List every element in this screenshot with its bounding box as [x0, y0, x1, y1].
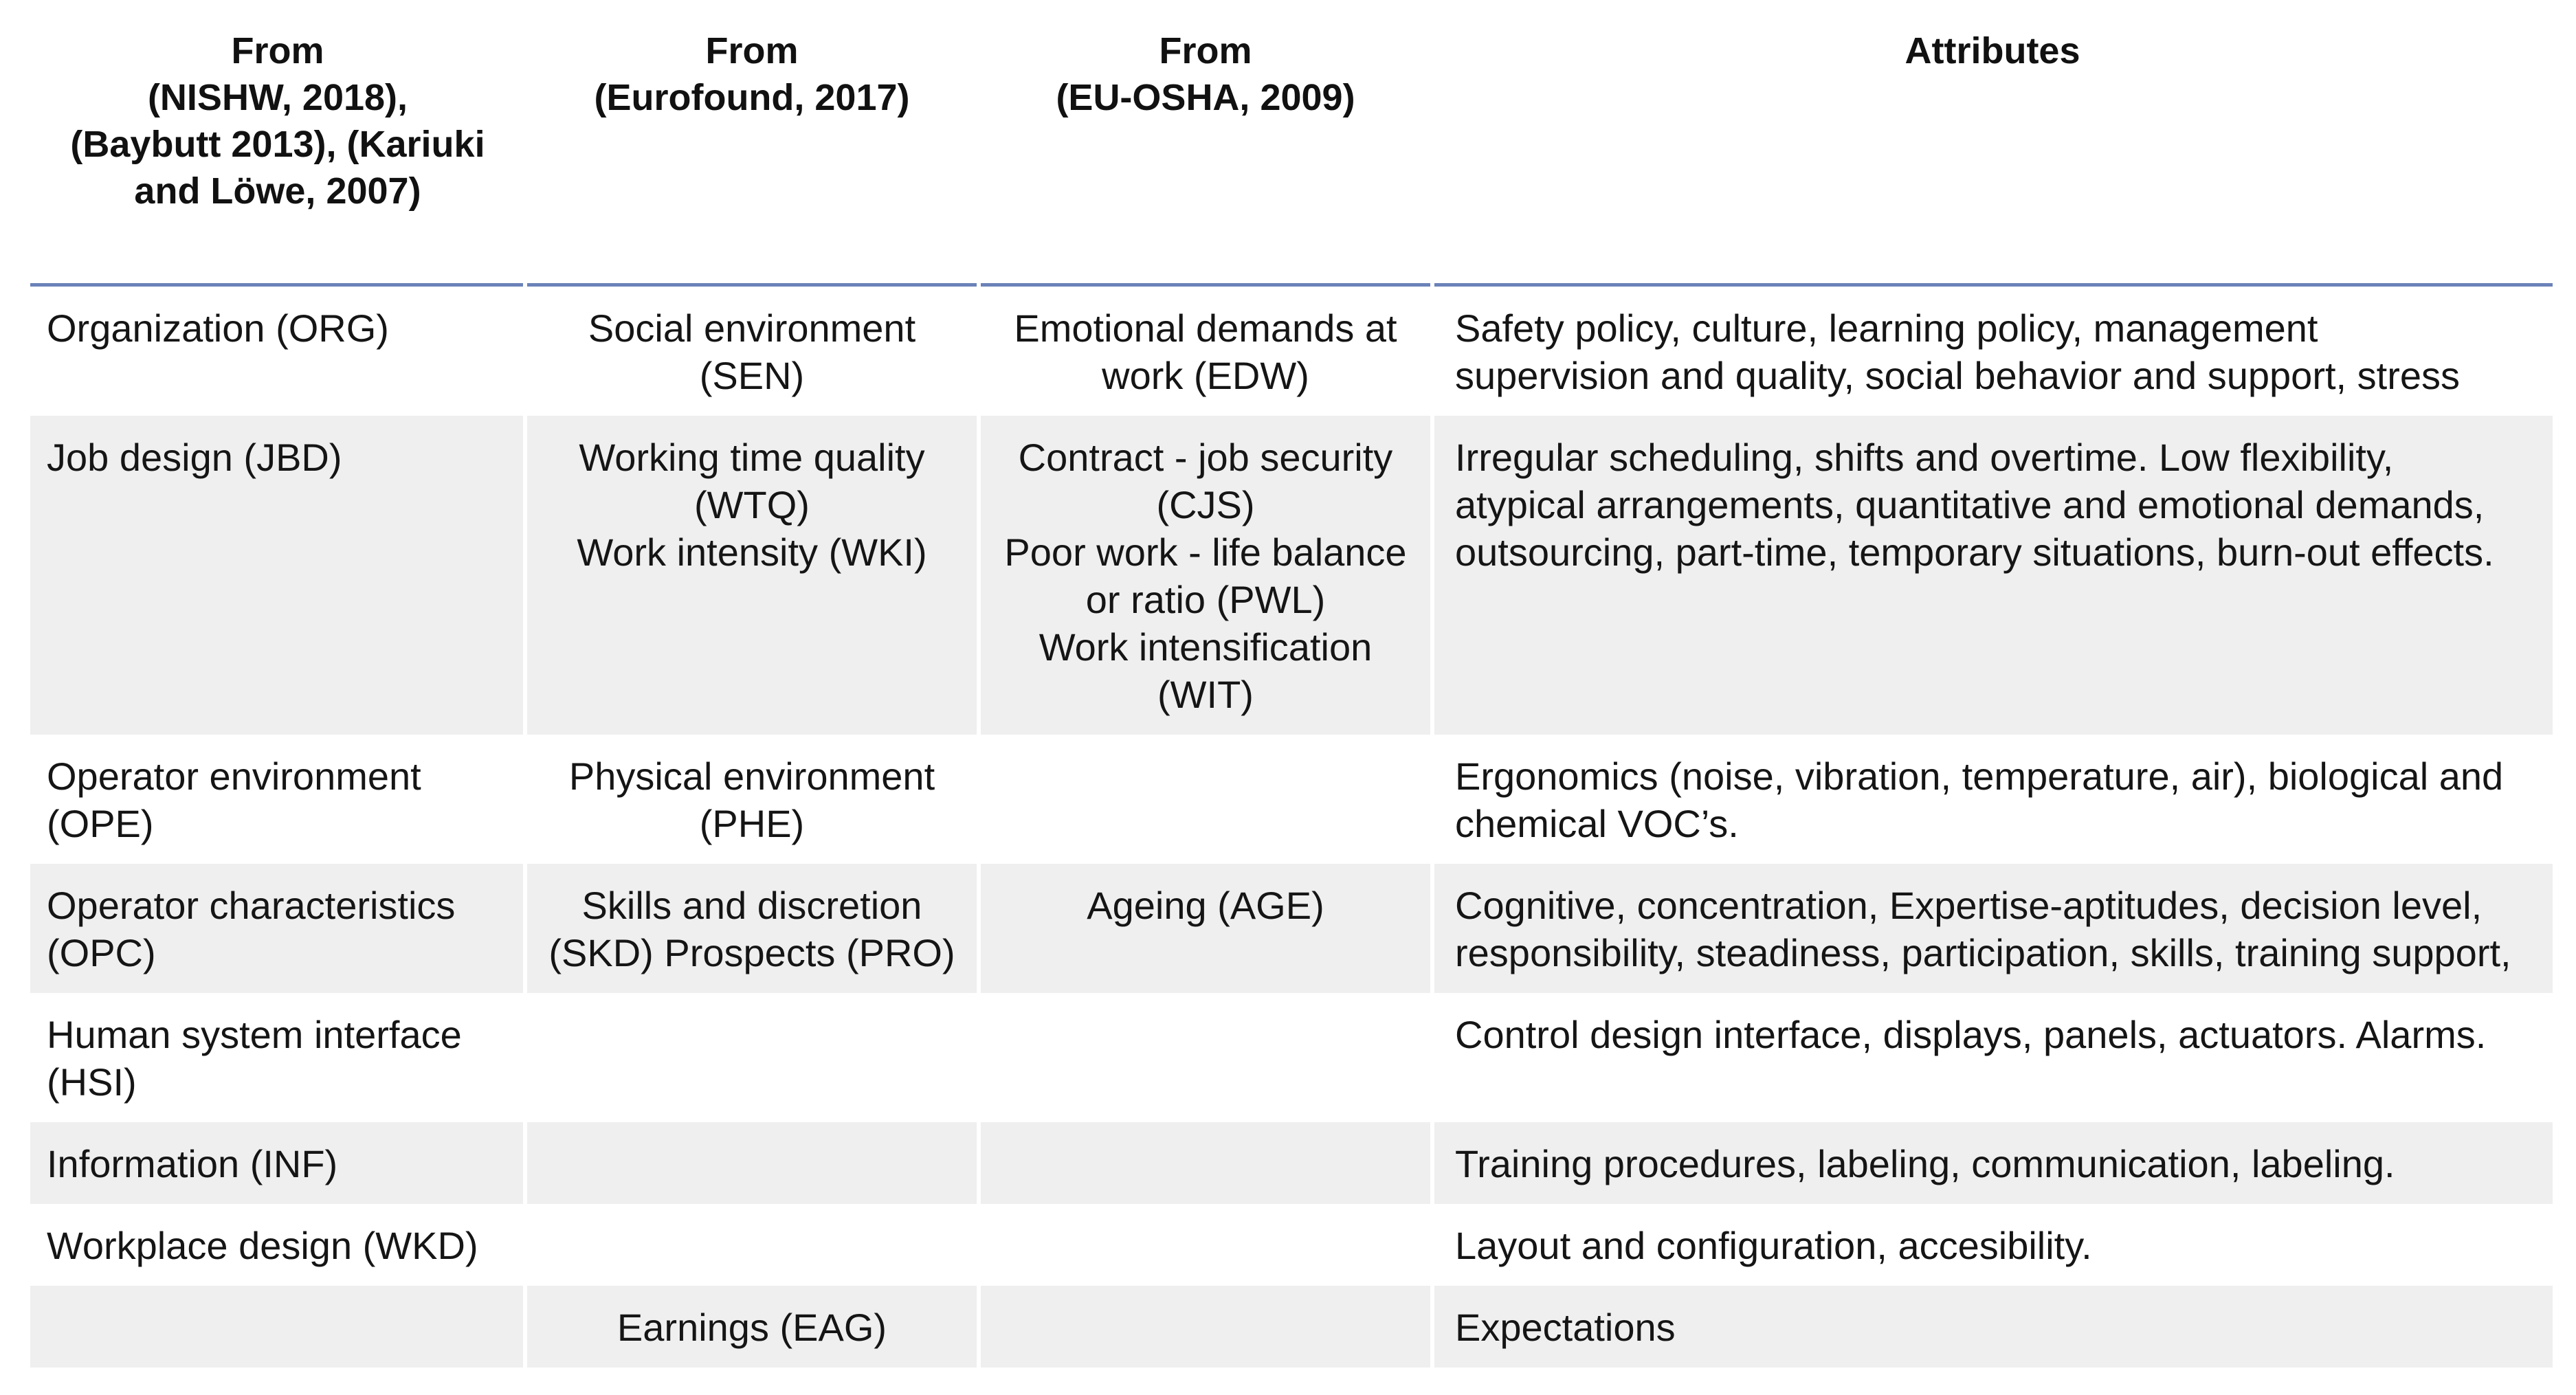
- cell-text-line: (SKD) Prospects (PRO): [548, 931, 955, 974]
- cell-text-line: Work intensification: [1039, 625, 1373, 669]
- eu-osha-cell: [979, 1286, 1432, 1368]
- header-nishw: From (NISHW, 2018), (Baybutt 2013), (Kariuki and Löwe, 2007): [30, 27, 525, 285]
- table-header-row: [30, 27, 2553, 285]
- cell-text-line: Emotional demands at: [1014, 306, 1397, 350]
- table-row: [30, 1122, 2553, 1204]
- nishw-cell: [30, 416, 525, 735]
- attributes-cell: [1432, 993, 2553, 1122]
- table-body: [30, 285, 2553, 1368]
- nishw-cell: [30, 864, 525, 993]
- cell-text-line: chemical VOC’s.: [1455, 802, 1739, 845]
- table-row: [30, 1286, 2553, 1368]
- cell-text-line: Contract - job security: [1018, 436, 1393, 479]
- nishw-cell: [30, 1122, 525, 1204]
- cell-text-line: outsourcing, part-time, temporary situations, burn-out effects.: [1455, 531, 2494, 574]
- eu-osha-cell: [979, 735, 1432, 864]
- cell-text-line: Expectations: [1455, 1306, 1676, 1349]
- eu-osha-cell: [979, 416, 1432, 735]
- cell-text-line: Ageing (AGE): [1087, 884, 1324, 927]
- eu-osha-cell: [979, 864, 1432, 993]
- cell-text-line: Control design interface, displays, panels, actuators. Alarms.: [1455, 1013, 2487, 1056]
- cell-text-line: Layout and configuration, accesibility.: [1455, 1224, 2092, 1267]
- eurofound-cell: [525, 735, 979, 864]
- cell-text-line: Safety policy, culture, learning policy, management: [1455, 306, 2318, 350]
- cell-text-line: Organization (ORG): [47, 306, 389, 350]
- eurofound-cell: [525, 1286, 979, 1368]
- cell-text-line: (SEN): [699, 354, 805, 397]
- cell-text-line: Training procedures, labeling, communication, labeling.: [1455, 1142, 2395, 1185]
- cell-text-line: Workplace design (WKD): [47, 1224, 478, 1267]
- eu-osha-cell: [979, 285, 1432, 416]
- cell-text-line: Skills and discretion: [581, 884, 922, 927]
- cell-text-line: Operator environment: [47, 755, 421, 798]
- cell-text-line: (OPE): [47, 802, 154, 845]
- eurofound-cell: [525, 993, 979, 1122]
- cell-text-line: (HSI): [47, 1060, 137, 1104]
- cell-text-line: Earnings (EAG): [617, 1306, 887, 1349]
- table-row: [30, 735, 2553, 864]
- cell-text-line: Working time quality: [579, 436, 925, 479]
- table-row: [30, 416, 2553, 735]
- cell-text-line: atypical arrangements, quantitative and emotional demands,: [1455, 483, 2485, 526]
- eurofound-cell: [525, 1204, 979, 1286]
- eu-osha-cell: [979, 993, 1432, 1122]
- cell-text-line: (WIT): [1157, 673, 1254, 716]
- header-eurofound: From (Eurofound, 2017): [525, 27, 979, 285]
- attributes-cell: [1432, 735, 2553, 864]
- cell-text-line: Irregular scheduling, shifts and overtime. Low flexibility,: [1455, 436, 2394, 479]
- eu-osha-cell: [979, 1122, 1432, 1204]
- cell-text-line: Operator characteristics: [47, 884, 456, 927]
- header-attributes: Attributes: [1432, 27, 2553, 285]
- attributes-cell: [1432, 416, 2553, 735]
- attributes-cell: [1432, 1122, 2553, 1204]
- eurofound-cell: [525, 1122, 979, 1204]
- table-row: [30, 864, 2553, 993]
- cell-text-line: Cognitive, concentration, Expertise-aptitudes, decision level,: [1455, 884, 2483, 927]
- cell-text-line: Human system interface: [47, 1013, 462, 1056]
- header-eu-osha: From (EU-OSHA, 2009): [979, 27, 1432, 285]
- nishw-cell: [30, 993, 525, 1122]
- cell-text-line: supervision and quality, social behavior and support, stress: [1455, 354, 2460, 397]
- table-row: [30, 1204, 2553, 1286]
- attributes-cell: [1432, 285, 2553, 416]
- nishw-cell: [30, 285, 525, 416]
- cell-text-line: Work intensity (WKI): [577, 531, 927, 574]
- cell-text-line: Ergonomics (noise, vibration, temperature, air), biological and: [1455, 755, 2504, 798]
- cell-text-line: responsibility, steadiness, participation, skills, training support,: [1455, 931, 2511, 974]
- eurofound-cell: [525, 416, 979, 735]
- attributes-cell: [1432, 1286, 2553, 1368]
- cell-text-line: (CJS): [1156, 483, 1255, 526]
- nishw-cell: [30, 1286, 525, 1368]
- cell-text-line: Job design (JBD): [47, 436, 342, 479]
- cell-text-line: (WTQ): [694, 483, 810, 526]
- eurofound-cell: [525, 864, 979, 993]
- cell-text-line: Poor work - life balance: [1004, 531, 1407, 574]
- table-row: [30, 993, 2553, 1122]
- cell-text-line: Social environment: [588, 306, 916, 350]
- eu-osha-cell: [979, 1204, 1432, 1286]
- cell-text-line: Information (INF): [47, 1142, 338, 1185]
- nishw-cell: [30, 1204, 525, 1286]
- cell-text-line: (OPC): [47, 931, 156, 974]
- table-row: [30, 285, 2553, 416]
- attributes-cell: [1432, 1204, 2553, 1286]
- attributes-cell: [1432, 864, 2553, 993]
- cell-text-line: work (EDW): [1102, 354, 1309, 397]
- nishw-cell: [30, 735, 525, 864]
- attributes-table: [30, 27, 2553, 1368]
- cell-text-line: Physical environment: [568, 755, 935, 798]
- cell-text-line: or ratio (PWL): [1085, 578, 1326, 621]
- eurofound-cell: [525, 285, 979, 416]
- cell-text-line: (PHE): [699, 802, 805, 845]
